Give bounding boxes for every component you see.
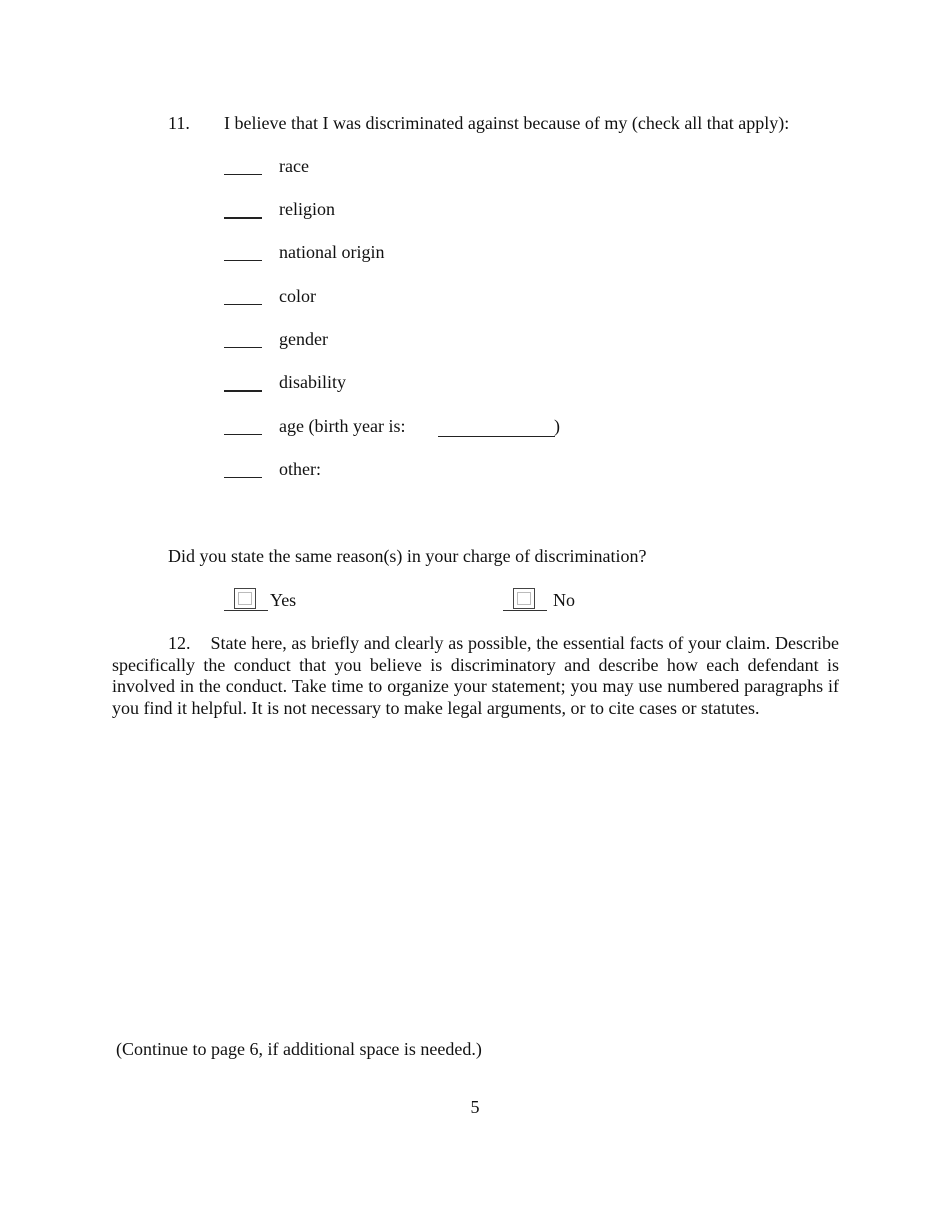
yes-checkbox[interactable] <box>234 588 256 609</box>
option-label: color <box>279 286 316 306</box>
no-option[interactable] <box>503 588 593 614</box>
checkbox-underline <box>503 610 547 611</box>
check-blank[interactable] <box>224 433 262 435</box>
option-label: disability <box>279 372 346 392</box>
option-label: age (birth year is: <box>279 416 406 436</box>
check-blank[interactable] <box>224 476 262 478</box>
option-label: race <box>279 156 309 176</box>
option-label: other: <box>279 459 321 479</box>
yes-label: Yes <box>270 590 297 610</box>
no-checkbox[interactable] <box>513 588 535 609</box>
check-blank[interactable] <box>224 346 262 348</box>
question-12-text: State here, as briefly and clearly as possible, the essential facts of your claim. Describe specifically the conduct that you believe is discriminatory and describe how each defendant is involved in the conduct. Take time to organize your statement; you may use numbered paragraphs if you find it helpful. It is not necessary to make legal arguments, or to cite cases or statutes. <box>112 633 839 719</box>
check-blank[interactable] <box>224 173 262 175</box>
check-blank[interactable] <box>224 259 262 261</box>
question-11-number: 11. <box>168 113 190 133</box>
checkbox-underline <box>224 610 268 611</box>
continue-note: (Continue to page 6, if additional space is needed.) <box>116 1039 482 1059</box>
birth-year-field[interactable] <box>438 436 555 437</box>
page-number: 5 <box>470 1097 480 1117</box>
no-label: No <box>553 590 575 610</box>
check-blank[interactable] <box>224 216 262 219</box>
option-label: national origin <box>279 242 385 262</box>
yes-option[interactable] <box>224 588 314 614</box>
option-label: gender <box>279 329 328 349</box>
option-age[interactable] <box>224 416 584 438</box>
option-label: religion <box>279 199 335 219</box>
check-blank[interactable] <box>224 303 262 305</box>
same-reason-question: Did you state the same reason(s) in your charge of discrimination? <box>168 546 647 566</box>
question-12 <box>112 633 839 720</box>
question-12-number: 12. <box>168 633 191 653</box>
closing-paren: ) <box>554 416 560 436</box>
question-11-text: I believe that I was discriminated against because of my (check all that apply): <box>224 113 790 133</box>
check-blank[interactable] <box>224 389 262 392</box>
